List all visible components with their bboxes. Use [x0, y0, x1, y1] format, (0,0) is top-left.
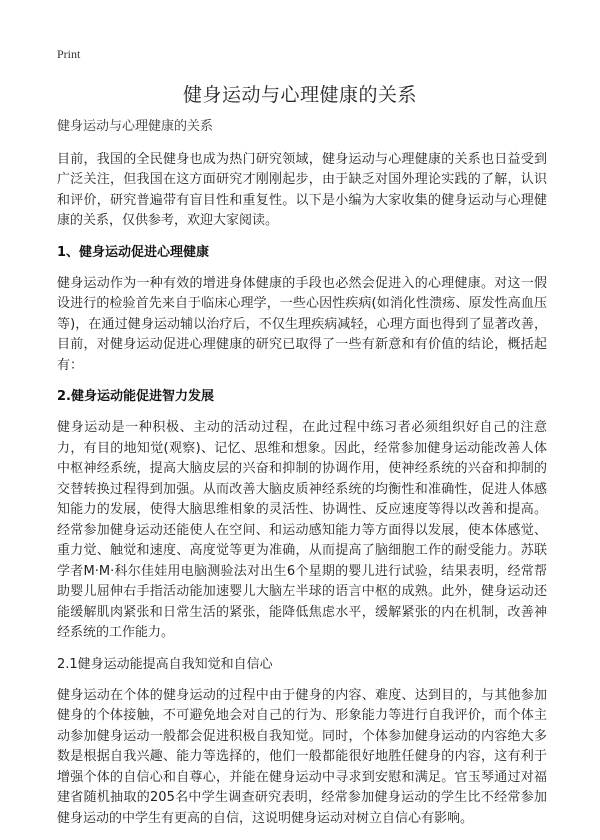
section-1-heading: 1、健身运动促进心理健康 — [57, 244, 210, 260]
section-1-paragraph: 健身运动作为一种有效的增进身体健康的手段也必然会促进入的心理健康。对这一假设进行的检验首先来自于临床心理学，一些心因性疾病(如消化性溃疡、原发性高血压等)，在通过健身运动辅以治疗后，不仅生理疾病减轻，心理方面也得到了显著改善，目前，对健身运动促进心理健康的研究已取得了一些有新意和有价值的结论，概括起有： — [57, 275, 547, 373]
section-2-1-heading: 2.1健身运动能提高自我知觉和自信心 — [57, 656, 273, 672]
document-title: 健身运动与心理健康的关系 — [182, 84, 417, 106]
section-2-heading: 2.健身运动能促进智力发展 — [57, 389, 214, 404]
section-2-1-paragraph: 健身运动在个体的健身运动的过程中由于健身的内容、难度、达到目的，与其他参加健身的个体接触，不可避免地会对自己的行为、形象能力等进行自我评价，而个体主动参加健身运动一般都会促进积极自我知觉。同时，个体参加健身运动的内容绝大多数是根据自我兴趣、能力等选择的，他们一般都能很好地胜任健身的内容，这有利于增强个体的自信心和自尊心，并能在健身运动中寻求到安慰和满足。官玉琴通过对福建省随机抽取的205名中学生调查研究表明，经常参加健身运动的学生比不经常参加健身运动的中学生有更高的自信，这说明健身运动对树立自信心有影响。 — [57, 687, 547, 826]
document-subtitle: 健身运动与心理健康的关系 — [57, 119, 214, 134]
intro-paragraph: 目前，我国的全民健身也成为热门研究领域，健身运动与心理健康的关系也日益受到广泛关注，但我国在这方面研究才刚刚起步，由于缺乏对国外理论实践的了解，认识和评价，研究普遍带有盲目性和重复性。以下是小编为大家收集的健身运动与心理健康的关系，仅供参考，欢迎大家阅读。 — [57, 151, 547, 228]
section-2-paragraph: 健身运动是一种积极、主动的活动过程，在此过程中练习者必须组织好自己的注意力，有目的地知觉(观察)、记忆、思维和想象。因此，经常参加健身运动能改善人体中枢神经系统，提高大脑皮层的兴奋和抑制的协调作用，使神经系统的兴奋和抑制的交替转换过程得到加强。从而改善大脑皮质神经系统的均衡性和准确性，促进人体感知能力的发展，使得大脑思维相象的灵活性、协调性、反应速度等得以改善和提高。经常参加健身运动还能使人在空间、和运动感知能力等方面得以发展，使本体感觉、重力觉、触觉和速度、高度觉等更为准确，从而提高了脑细胞工作的耐受能力。苏联学者M·M·科尔佳娃用电脑测验法对出生6个星期的婴儿进行试验，结果表明，经常帮助婴儿屈伸右手指活动能加速婴儿大脑左半球的语言中枢的成熟。此外，健身运动还能缓解肌肉紧张和日常生活的紧张，能降低焦虑水平，缓解紧张的内在机制，改善神经系统的工作能力。 — [57, 420, 547, 640]
document-body — [57, 117, 547, 840]
print-link[interactable]: Print — [57, 47, 81, 61]
